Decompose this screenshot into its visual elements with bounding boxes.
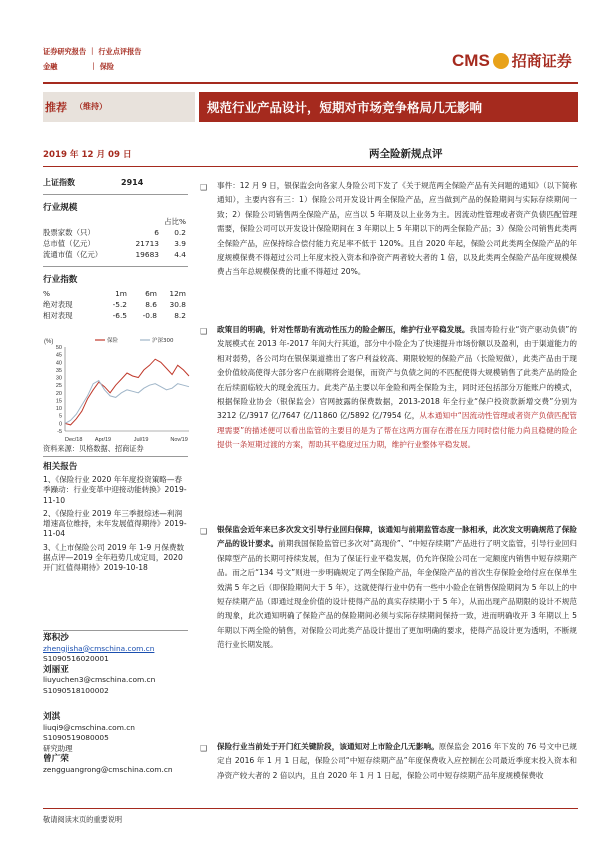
chart-y-tick-label: 50 bbox=[55, 345, 62, 351]
footer-note: 敬请阅读末页的重要说明 bbox=[43, 815, 123, 824]
rating-box bbox=[43, 92, 195, 122]
divider bbox=[43, 266, 188, 267]
footer-rule bbox=[43, 808, 578, 809]
author-name: 曾广荣 bbox=[43, 754, 69, 764]
sector-label: 金融 bbox=[43, 62, 58, 71]
perf-row-label: 相对表现 bbox=[43, 311, 73, 320]
authors bbox=[43, 633, 193, 775]
perf-header-cell: 6m bbox=[145, 289, 157, 298]
divider bbox=[43, 630, 188, 631]
author-name: 郑积沙 bbox=[43, 633, 69, 643]
chart-y-tick-label: 15 bbox=[55, 398, 62, 405]
related-item[interactable]: 1、《保险行业 2020 年年度投资策略—春季躁动：行业变革中迎接动能转换》2019-11-10 bbox=[43, 475, 187, 505]
logo bbox=[452, 50, 572, 71]
divider bbox=[43, 456, 188, 457]
scale-row-pct: 0.2 bbox=[174, 228, 186, 237]
scale-title: 行业规模 bbox=[43, 203, 78, 213]
scale-row-pct: 4.4 bbox=[174, 250, 186, 259]
para-event-text: 事件：12 月 9 日，银保监会向各家人身险公司下发了《关于规范两全保险产品有关问题的通知》（以下简称通知），主要内容有三：1）保险公司开发设计两全保险产品，应当做到产品的保险期间与实际存续期间一致；2）保险公司销售两全保险产品，应当以 5 年期及以上业务为主。因流动性管理或者资产负债匹配管理需要，保险公司可以开发设计保险期间在 3 年期以上 5 年期以下的两全保险产品；3）保险公司销售此类两全保险产品，应保持综合偿付能力充足率不低于 120%。且自 2020 年起，保险公司此类两全保险产品的年度规模保费不得超过公司上年度末投入资本和净资产两者较大者的 1 倍，以及此类两全保险产品年度规模保费占当年总规模保费的比重不得超过 20%。 bbox=[217, 181, 577, 277]
report-title: 规范行业产品设计，短期对市场竞争格局几无影响 bbox=[207, 100, 483, 115]
author-name: 刘丽亚 bbox=[43, 664, 69, 675]
chart-y-tick-label: -5 bbox=[57, 429, 62, 435]
author-email[interactable]: liuqi9@cmschina.com.cn bbox=[43, 722, 135, 732]
chart-series-line bbox=[65, 359, 189, 425]
chart-y-tick-label: 30 bbox=[55, 375, 62, 382]
author-name: 刘淇 bbox=[43, 712, 61, 722]
related-item[interactable]: 3、《上市保险公司 2019 年 1-9 月保费数据点评—2019 全年趋势几成定局，2020 开门红值得期待》2019-10-18 bbox=[43, 542, 185, 573]
perf-header bbox=[43, 288, 188, 299]
rating: 推荐 bbox=[45, 101, 67, 114]
chart-svg bbox=[43, 335, 193, 443]
bullet-icon: ❑ bbox=[200, 744, 208, 753]
chart-y-tick-label: 10 bbox=[55, 406, 62, 413]
chart-x-tick-label: Apr/19 bbox=[94, 437, 112, 443]
author-email[interactable]: liuyuchen3@cmschina.com.cn bbox=[43, 675, 156, 684]
para-policy-body: 我国寿险行业“资产驱动负债”的发展模式在 2013 年-2017 年间大行其道，部分中小险企为了快速提升市场份额以及盈利，由于渠道能力的相对弱势，各公司均在银保渠道推出了客户利益较高、期限较短的保险产品（长险短做），此类产品由于现金价值较高使得大部分客户在前期将会退保，而资产与负债之间的不匹配使得大规模销售了此类产品的险企在后续面临较大的现金流压力。此类产品主要以年金险和两全保险为主，同时还包括部分万能账户的模式，根据保险业协会（银保监会）官网披露的保费数据，2013-2018 年全行业“保户投资款新增交费”分别为 3212 亿/3917 亿/7647 亿/11860 亿/5892 亿/7954 亿， bbox=[217, 325, 578, 421]
header-rule bbox=[43, 82, 578, 84]
perf-cell: 8.2 bbox=[174, 311, 186, 320]
scale-row-label: 股票家数（只） bbox=[43, 228, 95, 237]
scale-pct-header: 占比% bbox=[164, 217, 186, 226]
banner-rule bbox=[43, 166, 578, 167]
divider bbox=[43, 194, 188, 195]
scale-row bbox=[43, 227, 188, 238]
chart-y-tick-label: 35 bbox=[55, 367, 62, 374]
scale-row-value: 19683 bbox=[135, 250, 159, 259]
perf-title: 行业指数 bbox=[43, 275, 78, 285]
report-type: 证券研究报告 ｜ 行业点评报告 bbox=[43, 47, 142, 56]
para-event bbox=[217, 179, 577, 280]
left-column bbox=[43, 177, 188, 321]
author-email[interactable]: zengguangrong@cmschina.com.cn bbox=[43, 764, 173, 774]
perf-cell: -0.8 bbox=[142, 311, 157, 320]
scale-row-label: 流通市值（亿元） bbox=[43, 250, 103, 259]
perf-cell: 8.6 bbox=[145, 300, 157, 309]
chart-ylabel: (%) bbox=[44, 339, 54, 345]
subsector-label: ｜ 保险 bbox=[90, 62, 115, 71]
perf-header-cell: % bbox=[43, 289, 51, 298]
scale-row-value: 6 bbox=[154, 228, 159, 237]
scale-row-label: 总市值（亿元） bbox=[43, 239, 95, 248]
chart-y-tick-label: 25 bbox=[55, 383, 62, 390]
index-label: 上证指数 bbox=[43, 178, 75, 187]
chart-y-tick-label: 20 bbox=[55, 390, 62, 397]
chart-x-tick-label: Dec/18 bbox=[65, 437, 83, 443]
perf-cell: 30.8 bbox=[169, 300, 186, 309]
scale-row bbox=[43, 249, 188, 260]
para-regulation-body: 前期我国保险监管已多次对“高现价”、“中短存续期”产品进行了明文监管，引导行业回归保障型产品的长期可持续发展，但为了保证行业平稳发展，仍允许保险公司在一定额度内销售中短存续期产品。而之后“134 号文”则进一步明确规定了两全保险产品，年金保险产品的首次生存保险金给付应在保单生效满 5 年之后（即保险期间大于 5 年），这就使得行业中仍有一些中小险企在销售保险期间为 5 年以上的中短存续期产品（即通过现金价值的设计使得产品的真实存续期小于 5 年），从而出现产品期限的设计不规范的现象，此次通知明确了保险产品的保险期间必须与实际存续期间保持一致，进而明确收开 3 年期以上 5 年期以下两全险的销售，对保险公司此类产品设计提出了更加明确的要求，使得产品设计更为透明，不断规范行业长期发展。 bbox=[217, 539, 578, 650]
report-date: 2019 年 12 月 09 日 bbox=[43, 150, 132, 160]
perf-row-label: 绝对表现 bbox=[43, 300, 73, 309]
bullet-icon: ❑ bbox=[200, 327, 208, 336]
author-id: S1090516020001 bbox=[43, 654, 109, 663]
title-bar bbox=[199, 92, 578, 122]
perf-row bbox=[43, 299, 188, 310]
perf-chart bbox=[43, 335, 193, 443]
chart-legend-label: 沪深300 bbox=[152, 338, 174, 344]
chart-x-tick-label: Jul/19 bbox=[133, 437, 149, 443]
chart-y-tick-label: 0 bbox=[58, 421, 62, 428]
author-email[interactable]: zhengjisha@cmschina.com.cn bbox=[43, 643, 155, 653]
related-reports bbox=[43, 460, 188, 574]
index-value: 2914 bbox=[121, 178, 144, 187]
perf-cell: -5.2 bbox=[112, 300, 127, 309]
chart-y-tick-label: 5 bbox=[58, 413, 62, 420]
perf-header-cell: 1m bbox=[115, 289, 127, 298]
index-row bbox=[43, 177, 188, 188]
chart-series-line bbox=[65, 381, 189, 424]
report-subtitle: 两全险新规点评 bbox=[369, 148, 443, 160]
author-id: S1090518100002 bbox=[43, 685, 109, 695]
chart-x-tick-label: Nov/19 bbox=[170, 437, 188, 443]
para-impact bbox=[217, 740, 577, 798]
bullet-icon: ❑ bbox=[200, 527, 208, 536]
chart-y-tick-label: 45 bbox=[55, 352, 62, 359]
para-policy-lead: 政策目的明确，针对性帮助有流动性压力的险企解压，维护行业平稳发展。 bbox=[217, 325, 470, 334]
chart-source: 资料来源：贝格数据、招商证券 bbox=[43, 444, 144, 453]
bullet-icon: ❑ bbox=[200, 183, 208, 192]
perf-header-cell: 12m bbox=[169, 289, 186, 298]
logo-cn: 招商证券 bbox=[511, 52, 572, 70]
rating-sub: （维持） bbox=[75, 102, 107, 111]
chart-y-tick-label: 40 bbox=[55, 360, 62, 367]
scale-row-value: 21713 bbox=[135, 239, 159, 248]
para-impact-body: 原保监会 2016 年下发的 76 号文中已规定自 2016 年 1 月 1 日起，保险公司“中短存续期产品”年度保费收入应控制在公司最近季度末投入资本和净资产较大者的 2 倍以内，且自 2020 年 1 月 1 日起，保险公司中短存续期产品年度规模保费收 bbox=[217, 742, 577, 780]
para-impact-lead: 保险行业当前处于开门红关键阶段，该通知对上市险企几无影响。 bbox=[217, 742, 439, 751]
scale-col-header bbox=[43, 216, 188, 227]
para-policy-highlight: 从本通知中“因流动性管理或者资产负债匹配管理需要”的描述便可以看出监管的主要目的是为了帮在这两方面存在潜在压力同时偿付能力尚且稳健的险企提供一条短期过渡的方案，帮助其平稳度过压力期，维护行业整体平稳发展。 bbox=[217, 411, 577, 450]
logo-emblem-icon bbox=[493, 53, 509, 69]
para-policy bbox=[217, 323, 577, 453]
author-id: S1090519080005 bbox=[43, 733, 109, 742]
chart-legend-label: 保险 bbox=[107, 338, 119, 344]
scale-row bbox=[43, 238, 188, 249]
author-note: 研究助理 bbox=[43, 743, 73, 753]
related-title: 相关报告 bbox=[43, 462, 78, 472]
perf-cell: -6.5 bbox=[112, 311, 127, 320]
logo-cms: CMS bbox=[452, 50, 490, 70]
related-item[interactable]: 2、《保险行业 2019 年三季报综述—利润增速高位维持，未年发展值得期待》2019-11-04 bbox=[43, 508, 187, 539]
perf-row bbox=[43, 310, 188, 321]
para-regulation bbox=[217, 523, 577, 653]
scale-row-pct: 3.9 bbox=[174, 239, 186, 248]
para-regulation-lead: 银保监会近年来已多次发文引导行业回归保障，该通知与前期监管态度一脉相承，此次发文明确规范了保险产品的设计要求。 bbox=[217, 525, 577, 549]
